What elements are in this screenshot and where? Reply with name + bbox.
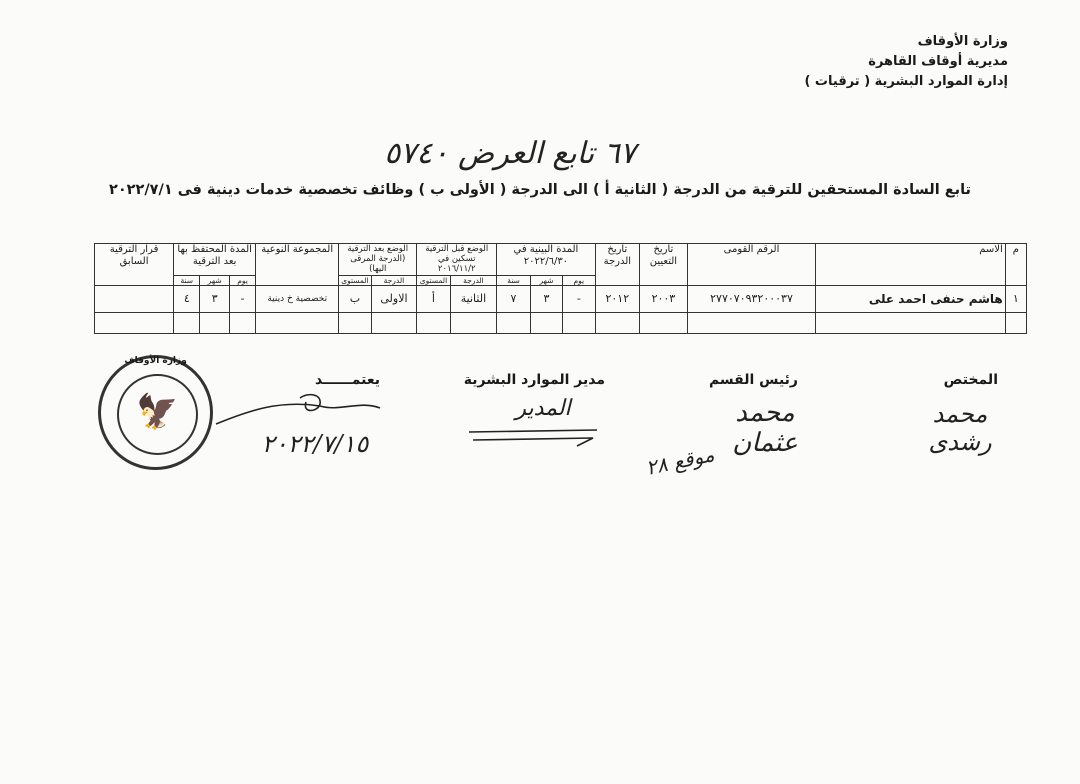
cell-after-level: ب [339, 286, 371, 313]
header-prev-decision: قرار الترقية السابق [95, 244, 174, 286]
sub-after-grade: الدرجة [371, 276, 417, 286]
ministry-name: وزارة الأوقاف [917, 34, 1008, 49]
cell-prev-decision [95, 286, 174, 313]
official-seal [98, 355, 213, 470]
handwritten-reference: ٦٧ تابع العرض ٥٧٤٠ [384, 136, 636, 171]
header-qualitative-group: المجموعة النوعية [256, 244, 339, 286]
sub-retained-day: يوم [229, 276, 255, 286]
cell-m: ١ [1005, 286, 1026, 313]
header-retained-period: المدة المحتفظ بها بعد الترقية [174, 244, 256, 276]
section-head-note: موقع ٢٨ [643, 442, 717, 480]
section-head-signature: محمد عثمان [732, 398, 798, 458]
header-m: م [1005, 244, 1026, 286]
cell-retained-year: ٤ [174, 286, 200, 313]
cell-interim-day: - [563, 286, 595, 313]
section-head-label: رئيس القسم [708, 372, 798, 388]
sub-before-level: المستوى [417, 276, 450, 286]
cell-retained-day: - [229, 286, 255, 313]
header-position-after: الوضع بعد الترقية (الدرجة المرقى اليها) [339, 244, 417, 276]
cell-after-grade: الاولى [371, 286, 417, 313]
header-interim-period: المدة البينية في ٢٠٢٢/٦/٣٠ [497, 244, 595, 276]
cell-group: تخصصية خ دينية [256, 286, 339, 313]
sub-interim-month: شهر [530, 276, 562, 286]
sub-before-grade: الدرجة [450, 276, 497, 286]
specialist-label: المختص [943, 372, 998, 388]
cell-name: هاشم حنفى احمد على [816, 286, 1005, 313]
header-grade-date: تاريخ الدرجة [595, 244, 640, 286]
specialist-signature: محمد رشدى [928, 400, 992, 456]
cell-national-id: ٢٧٧٠٧٠٩٣٢٠٠٠٣٧ [687, 286, 816, 313]
sub-retained-year: سنة [174, 276, 200, 286]
cell-interim-month: ٣ [530, 286, 562, 313]
sub-interim-day: يوم [563, 276, 595, 286]
sub-retained-month: شهر [200, 276, 229, 286]
approve-date: ٢٠٢٢/٧/١٥ [261, 430, 369, 458]
cell-before-grade: الثانية [450, 286, 497, 313]
header-appoint-date: تاريخ التعيين [640, 244, 688, 286]
eagle-emblem-icon: 🦅 [136, 392, 179, 432]
document-title: تابع السادة المستحقين للترقية من الدرجة ( الثانية أ ) الى الدرجة ( الأولى ب ) وظائف تخصصية خدمات دينية فى ٢٠٢٢/٧/١ [108, 182, 971, 198]
promotion-table [94, 243, 1027, 334]
cell-retained-month: ٣ [200, 286, 229, 313]
sub-interim-year: سنة [497, 276, 530, 286]
header-national-id: الرقم القومى [687, 244, 816, 286]
hr-signature-stroke [465, 420, 605, 450]
hr-manager-label: مدير الموارد البشرية [463, 372, 605, 388]
cell-interim-year: ٧ [497, 286, 530, 313]
seal-text: وزارة الأوقاف [124, 356, 187, 366]
hr-manager-signature: المدير [515, 396, 571, 421]
blank-row [95, 313, 1027, 334]
table-row [95, 286, 1027, 313]
department-name: إدارة الموارد البشرية ( ترقيات ) [804, 74, 1008, 89]
cell-before-level: أ [417, 286, 450, 313]
directorate-name: مديرية أوقاف القاهرة [868, 54, 1008, 69]
header-name: الاسم [816, 244, 1005, 286]
header-position-before: الوضع قبل الترقية تسكين في ٢٠١٦/١١/٢ [417, 244, 497, 276]
sub-after-level: المستوى [339, 276, 371, 286]
cell-appoint-date: ٢٠٠٣ [640, 286, 688, 313]
cell-grade-date: ٢٠١٢ [595, 286, 640, 313]
approve-label: يعتمــــــد [314, 372, 380, 388]
